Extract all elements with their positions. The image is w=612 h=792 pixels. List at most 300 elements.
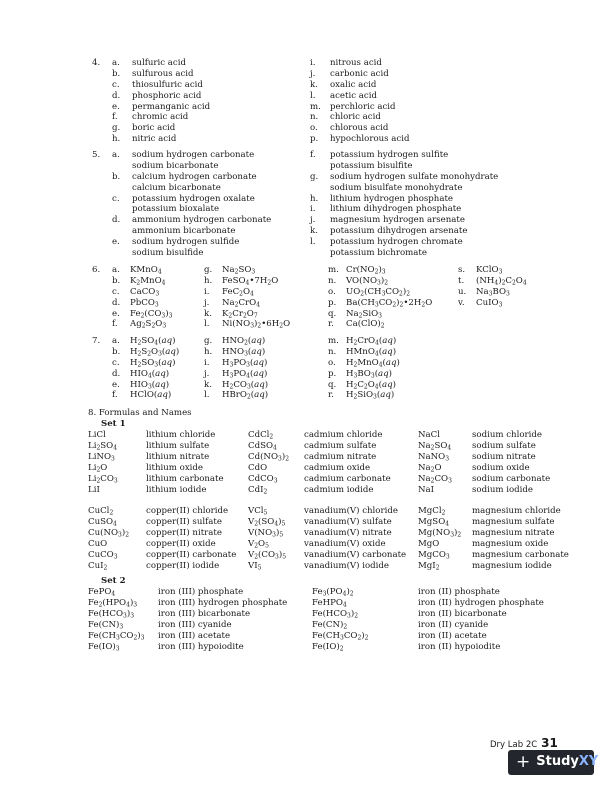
item-letter: l.: [204, 390, 210, 401]
formula-cell: CdO: [248, 462, 268, 473]
formula-item: [112, 336, 179, 347]
item-text: sulfuric acid: [132, 58, 186, 68]
formula: $H_2SiO_3(aq)$: [346, 390, 395, 401]
name-cell: vanadium(V) sulfate: [304, 516, 392, 527]
formula-cell: MgI$_2$: [418, 560, 440, 571]
formula-cell: $Fe(CN)_2$: [312, 619, 348, 631]
name-cell: iron (III) cyanide: [158, 619, 232, 630]
formula-column: [204, 265, 290, 330]
list-item: [112, 134, 210, 145]
item-letter: f.: [112, 390, 118, 401]
item-letter: q.: [328, 308, 337, 319]
formula-cell: $Fe(HCO_3)_3$: [88, 608, 135, 620]
formula-cell: $Fe_3(PO_4)_2$: [312, 587, 354, 598]
formula-cell: $V_2(SO_4)_5$: [248, 516, 286, 528]
formula: $H_3PO_4(aq)$: [222, 368, 268, 380]
name-cell: iron (II) bicarbonate: [418, 608, 507, 619]
q6-number: 6.: [92, 265, 101, 275]
q4-number: 4.: [92, 58, 101, 68]
formula: $H_2CrO_4(aq)$: [346, 336, 397, 347]
list-item: [112, 194, 271, 205]
formula-cell: $Na_2SO_4$: [418, 440, 452, 452]
name-cell: iron (III) bicarbonate: [158, 608, 251, 619]
item-letter: s.: [458, 265, 466, 275]
name-cell: iron (III) hydrogen phosphate: [158, 597, 288, 608]
item-letter: j.: [310, 215, 316, 226]
q7-number: 7.: [92, 336, 101, 346]
list-item: [310, 204, 498, 215]
formula-item: [328, 309, 432, 320]
page-number: 31: [541, 736, 558, 750]
formula-cell: CuO: [88, 538, 108, 549]
item-letter: n.: [328, 275, 337, 286]
formula-item: [328, 276, 432, 287]
name-cell: iron (III) hypoiodite: [158, 641, 244, 652]
item-letter: g.: [112, 123, 121, 134]
formula: $Ni(NO_3)_2•6H_2O$: [222, 319, 291, 330]
item-letter: e.: [112, 379, 120, 390]
item-letter: h.: [204, 346, 213, 357]
formula: $VO(NO_3)_2$: [346, 275, 389, 287]
item-text: calcium hydrogen carbonate: [132, 171, 257, 182]
formula: $HIO_4(aq)$: [130, 368, 170, 380]
item-letter: g.: [310, 171, 319, 182]
item-letter: j.: [310, 68, 316, 79]
studyxy-badge[interactable]: [508, 750, 599, 775]
item-text: hypochlorous acid: [330, 134, 410, 145]
item-text: thiosulfuric acid: [132, 79, 203, 90]
formula-item: [328, 369, 400, 380]
formula: $HNO_2(aq)$: [222, 336, 266, 347]
item-letter: r.: [328, 390, 334, 401]
list-item: [310, 226, 498, 237]
formula: $K_2MnO_4$: [130, 275, 166, 287]
item-letter: m.: [328, 336, 339, 346]
list-item: [112, 204, 271, 215]
item-text: chromic acid: [132, 112, 189, 123]
item-text: acetic acid: [330, 90, 377, 101]
formula: $H_2SO_4(aq)$: [130, 336, 176, 347]
list-item: [310, 172, 498, 183]
formula-item: [112, 276, 172, 287]
name-cell: vanadium(V) chloride: [304, 506, 398, 516]
formula-item: [204, 265, 290, 276]
formula: $Ba(CH_3CO_2)_2•2H_2O$: [346, 297, 433, 309]
name-cell: lithium carbonate: [146, 473, 224, 484]
formula: PbCO$_3$: [130, 297, 159, 309]
list-item: [310, 194, 498, 205]
name-cell: magnesium carbonate: [472, 549, 569, 560]
formula-cell: $Cd(NO_3)_2$: [248, 451, 290, 463]
formula: CaCO$_3$: [130, 286, 160, 298]
badge-text-b: XY: [578, 754, 599, 770]
item-text: carbonic acid: [330, 68, 389, 79]
name-cell: sodium iodide: [472, 484, 534, 495]
formula-cell: CdCO$_3$: [248, 473, 278, 485]
formula: $UO_2(CH_3CO_2)_2$: [346, 286, 411, 298]
item-text: permanganic acid: [132, 101, 211, 112]
item-letter: i.: [204, 357, 210, 368]
item-text: potassium dihydrogen arsenate: [330, 226, 468, 237]
name-cell: iron (II) hydrogen phosphate: [418, 597, 544, 608]
formula-cell: CuSO$_4$: [88, 516, 117, 528]
formula-item: [204, 369, 268, 380]
item-text: potassium hydrogen oxalate: [132, 193, 255, 204]
set1-heading: Set 1: [101, 419, 126, 429]
formula: HBrO$_2$(aq): [222, 390, 269, 401]
q4-left-list: [112, 58, 210, 145]
item-letter: i.: [204, 286, 210, 297]
list-item: [310, 102, 409, 113]
formula: $H_2MnO_4(aq)$: [346, 357, 400, 369]
item-text: ammonium bicarbonate: [132, 226, 236, 237]
name-cell: cadmium carbonate: [304, 473, 391, 484]
item-letter: k.: [204, 379, 212, 390]
formula-cell: CdI$_2$: [248, 484, 268, 495]
list-item: [310, 91, 409, 102]
name-cell: sodium carbonate: [472, 473, 551, 484]
list-item: [112, 226, 271, 237]
item-text: potassium bisulfite: [330, 160, 413, 171]
formula-cell: FePO$_4$: [88, 587, 116, 598]
formula: $Ca(ClO)_2$: [346, 319, 385, 330]
name-cell: iron (II) phosphate: [418, 587, 500, 597]
formula-item: [112, 390, 179, 401]
item-letter: r.: [328, 319, 334, 330]
formula: KClO$_3$: [476, 265, 503, 276]
formula: $H_3BO_3(aq)$: [346, 368, 393, 380]
list-item: [310, 248, 498, 259]
item-letter: c.: [112, 357, 120, 368]
formula-cell: MgCl$_2$: [418, 506, 446, 517]
formula-cell: $Fe(CH_3CO_2)_3$: [88, 630, 145, 642]
name-cell: cadmium iodide: [304, 484, 374, 495]
item-letter: o.: [328, 357, 336, 368]
formula-column: [328, 265, 432, 330]
formula: $FeC_2O_4$: [222, 286, 254, 298]
formula-item: [328, 358, 400, 369]
formula-cell: NaNO$_3$: [418, 451, 450, 463]
item-letter: m.: [328, 265, 339, 275]
name-cell: cadmium chloride: [304, 430, 383, 440]
name-cell: iron (III) acetate: [158, 630, 231, 641]
item-text: sodium hydrogen sulfate monohydrate: [330, 171, 499, 182]
formula-cell: $Fe(CH_3CO_2)_2$: [312, 630, 369, 642]
item-letter: h.: [112, 134, 121, 145]
formula: $K_2Cr_2O_7$: [222, 308, 258, 320]
formula-column: [328, 336, 400, 401]
formula-cell: $Na_2O$: [418, 462, 442, 474]
item-text: sodium bisulfide: [132, 248, 204, 259]
name-cell: vanadium(V) nitrate: [304, 527, 392, 538]
formula-cell: LiNO$_3$: [88, 451, 115, 463]
item-letter: e.: [112, 308, 120, 319]
list-item: [112, 80, 210, 91]
formula: $Cr(NO_2)_3$: [346, 265, 386, 276]
name-cell: magnesium iodide: [472, 560, 552, 571]
item-letter: l.: [310, 237, 316, 248]
q5-left-list: [112, 150, 271, 259]
list-item: [112, 91, 210, 102]
formula-cell: NaI: [418, 484, 435, 495]
formula-cell: $Fe_2(HPO_4)_3$: [88, 597, 138, 609]
list-item: [112, 102, 210, 113]
formula: $HNO_3(aq)$: [222, 346, 266, 358]
name-cell: copper(II) sulfate: [146, 516, 222, 527]
badge-text-a: Study: [536, 754, 579, 770]
formula-cell: MgCO$_3$: [418, 549, 450, 561]
formula-item: [204, 358, 268, 369]
q4-right-list: [310, 58, 409, 145]
name-cell: magnesium oxide: [472, 538, 549, 549]
item-letter: k.: [310, 79, 318, 90]
formula: $Na_2SiO_3$: [346, 308, 382, 320]
item-letter: p.: [328, 297, 337, 308]
formula: $Na_2CrO_4$: [222, 297, 261, 309]
list-item: [310, 80, 409, 91]
item-text: perchloric acid: [330, 101, 396, 112]
item-letter: f.: [112, 112, 118, 123]
set2-heading: Set 2: [101, 576, 126, 586]
name-cell: lithium nitrate: [146, 451, 210, 462]
item-letter: d.: [112, 297, 121, 308]
formula-cell: $Cu(NO_3)_2$: [88, 527, 130, 539]
formula-cell: CuCl$_2$: [88, 506, 114, 517]
name-cell: lithium chloride: [146, 430, 216, 440]
item-text: potassium hydrogen sulfite: [330, 150, 449, 160]
name-cell: copper(II) carbonate: [146, 549, 237, 560]
formula-cell: $Mg(NO_3)_2$: [418, 527, 462, 539]
formula-item: [458, 298, 527, 309]
q8-title: 8. Formulas and Names: [88, 408, 192, 418]
item-text: nitrous acid: [330, 58, 382, 68]
item-letter: f.: [310, 150, 316, 160]
list-item: [310, 123, 409, 134]
list-item: [112, 58, 210, 69]
formula-cell: LiCl: [88, 430, 106, 440]
item-letter: j.: [204, 368, 210, 379]
formula-cell: NaCl: [418, 430, 440, 440]
item-letter: e.: [112, 101, 120, 112]
formula: CuIO$_3$: [476, 297, 503, 309]
list-item: [310, 183, 498, 194]
item-letter: t.: [458, 275, 465, 286]
item-letter: a.: [112, 58, 120, 68]
list-item: [310, 69, 409, 80]
name-cell: vanadium(V) oxide: [304, 538, 386, 549]
formula: $H_3PO_3(aq)$: [222, 357, 268, 369]
item-letter: b.: [112, 275, 121, 286]
item-text: potassium hydrogen chromate: [330, 237, 463, 248]
item-letter: b.: [112, 346, 121, 357]
name-cell: sodium nitrate: [472, 451, 536, 462]
item-letter: l.: [204, 319, 210, 330]
formula-cell: $V_2O_5$: [248, 538, 269, 550]
q5-right-list: [310, 150, 498, 259]
formula: $FeSO_4•7H_2O$: [222, 275, 279, 287]
item-letter: k.: [204, 308, 212, 319]
formula-item: [112, 309, 172, 320]
formula: $H_2S_2O_3(aq)$: [130, 346, 180, 358]
item-text: sodium hydrogen sulfide: [132, 237, 240, 248]
name-cell: sodium sulfate: [472, 440, 536, 451]
item-text: oxalic acid: [330, 79, 377, 90]
name-cell: cadmium sulfate: [304, 440, 377, 451]
list-item: [310, 134, 409, 145]
formula-cell: FeHPO$_4$: [312, 597, 347, 609]
formula-item: [328, 380, 400, 391]
item-letter: l.: [310, 90, 316, 101]
formula-cell: $Fe(CN)_3$: [88, 619, 124, 631]
item-text: potassium bichromate: [330, 248, 427, 259]
formula-item: [112, 369, 179, 380]
item-letter: e.: [112, 237, 120, 248]
formula: $H_2CO_3(aq)$: [222, 379, 269, 391]
formula-cell: VCl$_5$: [248, 506, 268, 517]
formula: $Na_3BO_3$: [476, 286, 510, 298]
formula: KMnO$_4$: [130, 265, 162, 276]
list-item: [112, 123, 210, 134]
item-letter: o.: [328, 286, 336, 297]
list-item: [112, 112, 210, 123]
formula-cell: CuI$_2$: [88, 560, 108, 571]
name-cell: lithium iodide: [146, 484, 207, 495]
formula: $Na_2SO_3$: [222, 265, 256, 276]
list-item: [310, 215, 498, 226]
formula-cell: $Li_2SO_4$: [88, 440, 118, 452]
formula-cell: CuCO$_3$: [88, 549, 118, 561]
item-text: lithium hydrogen phosphate: [330, 193, 453, 204]
formula-item: [328, 319, 432, 330]
formula: $H_2SO_3(aq)$: [130, 357, 176, 369]
item-letter: b.: [112, 68, 121, 79]
formula-item: [328, 336, 400, 347]
list-item: [112, 183, 271, 194]
item-letter: g.: [204, 265, 213, 275]
name-cell: cadmium oxide: [304, 462, 371, 473]
item-letter: f.: [112, 319, 118, 330]
formula-item: [204, 347, 268, 358]
item-letter: k.: [310, 226, 318, 237]
item-letter: a.: [112, 150, 120, 160]
list-item: [310, 150, 498, 161]
name-cell: lithium sulfate: [146, 440, 210, 451]
item-text: chloric acid: [330, 112, 381, 123]
item-text: magnesium hydrogen arsenate: [330, 215, 465, 226]
formula-item: [458, 287, 527, 298]
formula-cell: LiI: [88, 484, 100, 495]
list-item: [112, 161, 271, 172]
item-text: sulfurous acid: [132, 68, 194, 79]
formula-item: [204, 309, 290, 320]
formula: HMnO$_4$(aq): [346, 346, 397, 358]
formula-column: [112, 336, 179, 401]
formula-item: [328, 287, 432, 298]
formula-cell: $VI_5$: [248, 560, 262, 571]
item-letter: d.: [112, 90, 121, 101]
formula-item: [204, 276, 290, 287]
formula-cell: $Na_2CO_3$: [418, 473, 452, 485]
formula-cell: $Fe(IO)_2$: [312, 641, 344, 652]
formula-item: [458, 265, 527, 276]
formula-item: [112, 298, 172, 309]
item-letter: c.: [112, 286, 120, 297]
item-letter: o.: [310, 123, 318, 134]
name-cell: iron (II) hypoiodite: [418, 641, 501, 652]
item-letter: u.: [458, 286, 467, 297]
item-letter: j.: [204, 297, 210, 308]
name-cell: iron (III) phosphate: [158, 587, 244, 597]
formula-column: [458, 265, 527, 309]
list-item: [310, 58, 409, 69]
formula-cell: $Li_2O$: [88, 462, 108, 474]
plus-icon: +: [516, 752, 531, 772]
item-letter: c.: [112, 193, 120, 204]
formula: $Ag_2S_2O_3$: [130, 319, 167, 330]
name-cell: sodium chloride: [472, 430, 542, 440]
formula-cell: CdSO$_4$: [248, 440, 277, 452]
item-text: calcium bicarbonate: [132, 182, 221, 193]
item-letter: h.: [204, 275, 213, 286]
item-text: sodium bicarbonate: [132, 160, 219, 171]
name-cell: vanadium(V) iodide: [304, 560, 389, 571]
item-letter: a.: [112, 265, 120, 275]
formula-item: [328, 390, 400, 401]
item-letter: p.: [328, 368, 337, 379]
item-text: lithium dihydrogen phosphate: [330, 204, 462, 215]
item-text: ammonium hydrogen carbonate: [132, 215, 272, 226]
name-cell: sodium oxide: [472, 462, 530, 473]
item-letter: i.: [310, 204, 316, 215]
name-cell: magnesium sulfate: [472, 516, 555, 527]
formula-item: [204, 390, 268, 401]
item-letter: b.: [112, 171, 121, 182]
page-footer: [490, 738, 558, 750]
item-text: sodium bisulfate monohydrate: [330, 182, 463, 193]
formula-item: [204, 298, 290, 309]
item-text: boric acid: [132, 123, 176, 134]
item-letter: n.: [310, 112, 319, 123]
list-item: [310, 161, 498, 172]
formula-item: [112, 380, 179, 391]
formula-item: [204, 380, 268, 391]
formula-item: [204, 336, 268, 347]
formula-item: [112, 358, 179, 369]
item-letter: i.: [310, 58, 316, 68]
formula-item: [112, 287, 172, 298]
item-letter: d.: [112, 215, 121, 226]
formula-item: [328, 298, 432, 309]
formula: $Fe_2(CO_3)_3$: [130, 308, 173, 320]
formula-item: [112, 319, 172, 330]
name-cell: iron (II) cyanide: [418, 619, 489, 630]
item-text: potassium bioxalate: [132, 204, 220, 215]
formula-cell: $V_2(CO_3)_5$: [248, 549, 287, 561]
item-letter: a.: [112, 336, 120, 346]
formula-item: [204, 319, 290, 330]
list-item: [112, 248, 271, 259]
footer-label: Dry Lab 2C: [490, 740, 538, 750]
formula-item: [328, 265, 432, 276]
formula-cell: MgSO$_4$: [418, 516, 450, 528]
name-cell: iron (II) acetate: [418, 630, 487, 641]
item-letter: d.: [112, 368, 121, 379]
name-cell: magnesium nitrate: [472, 527, 555, 538]
formula-column: [112, 265, 172, 330]
formula-column: [204, 336, 268, 401]
item-letter: v.: [458, 297, 465, 308]
item-letter: m.: [310, 101, 321, 112]
